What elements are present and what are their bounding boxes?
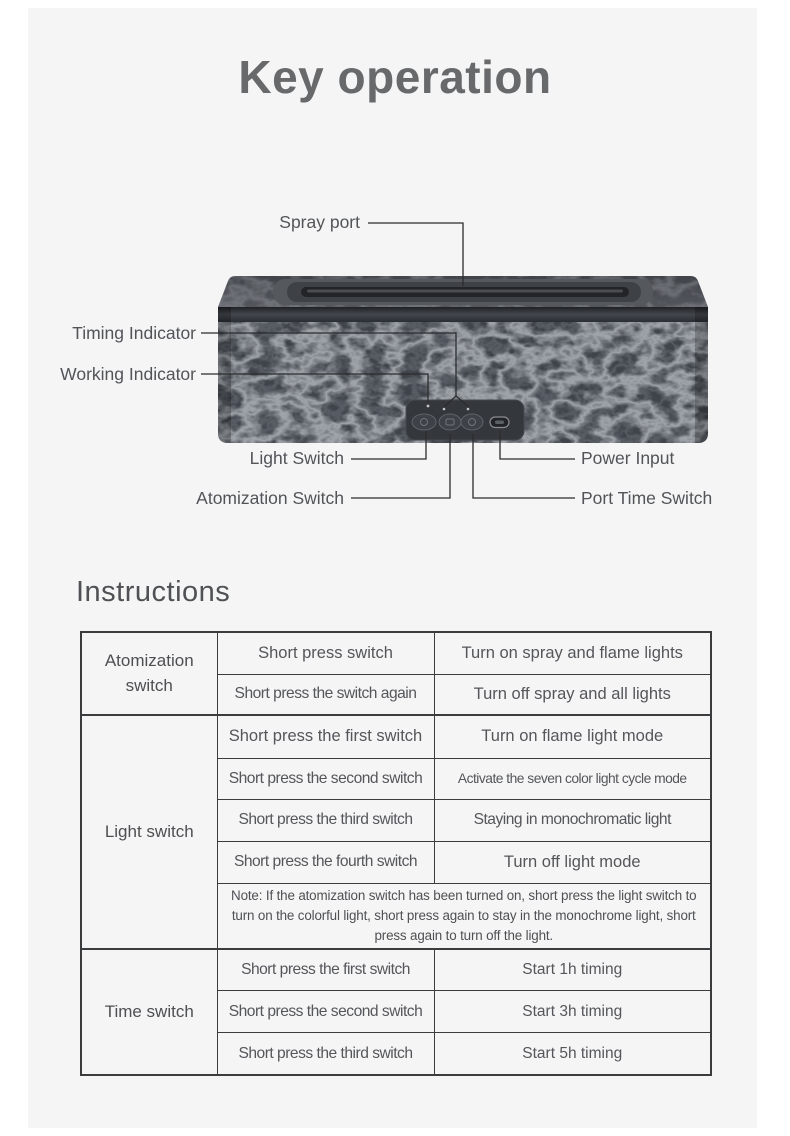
callout-line-port-time-switch [473,434,575,498]
callout-line-working-indicator [201,374,428,403]
category-time-switch: Time switch [81,949,217,1075]
instructions-heading: Instructions [76,576,231,608]
light-switch-note: Note: If the atomization switch has been turned on, short press the light switch to turn on the colorful light, short press again to stay in the monochrome light, short press again to turn off the light. [217,883,711,949]
action-cell: Short press the second switch [217,991,434,1033]
callout-line-power-input [500,431,575,459]
action-cell: Short press the third switch [217,1033,434,1075]
callout-line-spray-port [368,223,463,286]
result-cell: Turn on flame light mode [434,715,711,758]
action-cell: Short press the first switch [217,715,434,758]
callout-line-timing-indicator [201,333,469,407]
label-light-switch: Light Switch [249,448,344,468]
label-spray-port: Spray port [279,212,360,232]
label-power-input: Power Input [581,448,675,468]
result-cell: Activate the seven color light cycle mode [434,758,711,799]
result-cell: Turn on spray and flame lights [434,632,711,674]
result-cell: Start 1h timing [434,949,711,991]
callout-line-light-switch [351,431,426,459]
action-cell: Short press switch [217,632,434,674]
action-cell: Short press the switch again [217,674,434,715]
action-cell: Short press the first switch [217,949,434,991]
label-port-time-switch: Port Time Switch [581,488,713,508]
action-cell: Short press the fourth switch [217,841,434,883]
category-atomization-switch: Atomization switch [81,632,217,715]
result-cell: Turn off light mode [434,841,711,883]
result-cell: Start 3h timing [434,991,711,1033]
callout-line-atomization-switch [351,434,450,498]
instructions-table [80,631,712,1076]
label-atomization-switch: Atomization Switch [196,488,344,508]
label-working-indicator: Working Indicator [60,364,196,384]
action-cell: Short press the second switch [217,758,434,799]
result-cell: Turn off spray and all lights [434,674,711,715]
page-title: Key operation [238,51,552,103]
action-cell: Short press the third switch [217,799,434,841]
label-timing-indicator: Timing Indicator [72,323,196,343]
result-cell: Staying in monochromatic light [434,799,711,841]
result-cell: Start 5h timing [434,1033,711,1075]
category-light-switch: Light switch [81,715,217,949]
